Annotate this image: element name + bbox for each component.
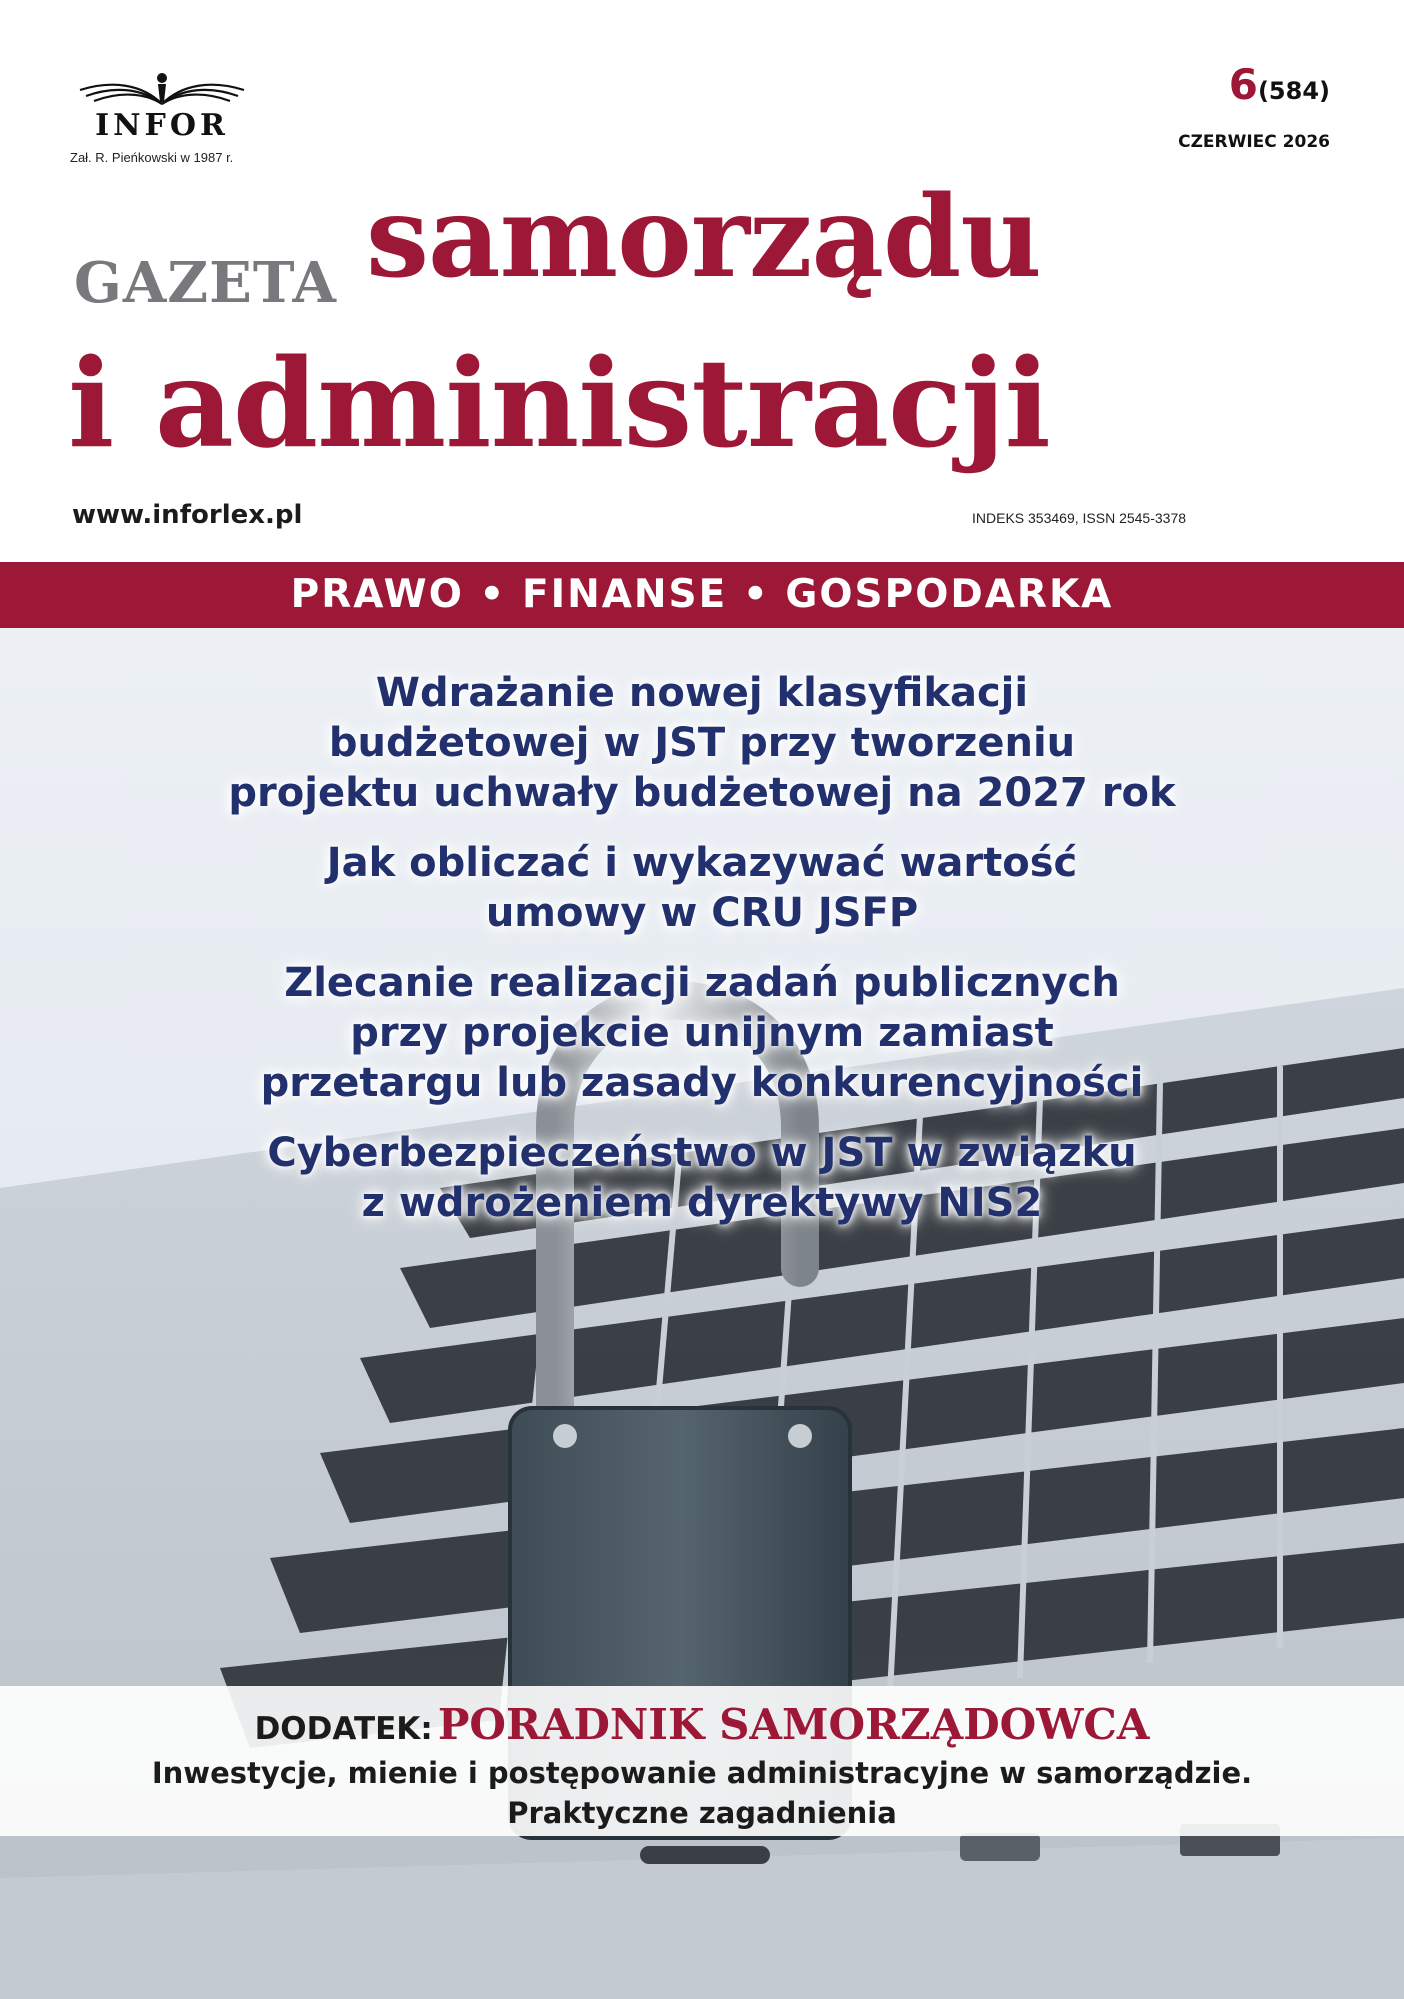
topic-band-text: PRAWO • FINANSE • GOSPODARKA (290, 572, 1114, 617)
headline-line: Cyberbezpieczeństwo w JST w związku (267, 1130, 1137, 1176)
headline[interactable] (0, 958, 1404, 1108)
supplement-box (0, 1686, 1404, 1836)
masthead-prefix: GAZETA (74, 250, 337, 316)
headline-line: budżetowej w JST przy tworzeniu (328, 720, 1076, 766)
issue-total: (584) (1257, 77, 1330, 105)
supplement-desc-line: Praktyczne zagadnienia (507, 1796, 897, 1830)
supplement-heading (0, 1700, 1404, 1749)
website-link[interactable]: www.inforlex.pl (72, 500, 303, 530)
cover-headlines (0, 668, 1404, 1248)
supplement-label: DODATEK: (254, 1711, 433, 1747)
masthead-title-line2: i administracji (68, 331, 1050, 475)
headline[interactable] (0, 1128, 1404, 1228)
headline-line: przetargu lub zasady konkurencyjności (260, 1060, 1144, 1106)
issue-date: CZERWIEC 2026 (1178, 132, 1330, 152)
headline-line: z wdrożeniem dyrektywy NIS2 (361, 1180, 1043, 1226)
publisher-tagline: Zał. R. Pieńkowski w 1987 r. (70, 150, 234, 165)
publisher-logo-text: INFOR (95, 108, 229, 143)
supplement-desc-line: Inwestycje, mienie i postępowanie administracyjne w samorządzie. (151, 1756, 1253, 1790)
issn-index: INDEKS 353469, ISSN 2545-3378 (972, 510, 1187, 526)
publisher-logo (62, 70, 262, 170)
headline-line: Jak obliczać i wykazywać wartość (326, 840, 1078, 886)
supplement-title: PORADNIK SAMORZĄDOWCA (437, 1700, 1150, 1749)
supplement-description (0, 1753, 1404, 1833)
issue-number: 6 (1228, 60, 1258, 109)
topic-band (0, 562, 1404, 628)
headline-line: projektu uchwały budżetowej na 2027 rok (228, 770, 1176, 816)
headline-line: Wdrażanie nowej klasyfikacji (375, 670, 1029, 716)
headline[interactable] (0, 668, 1404, 818)
headline-line: Zlecanie realizacji zadań publicznych (284, 960, 1120, 1006)
headline-line: umowy w CRU JSFP (485, 890, 919, 936)
issue-info (1229, 60, 1330, 109)
masthead-title-line1: samorządu (366, 172, 1041, 303)
headline[interactable] (0, 838, 1404, 938)
infor-book-logo-icon (72, 70, 252, 110)
headline-line: przy projekcie unijnym zamiast (350, 1010, 1054, 1056)
